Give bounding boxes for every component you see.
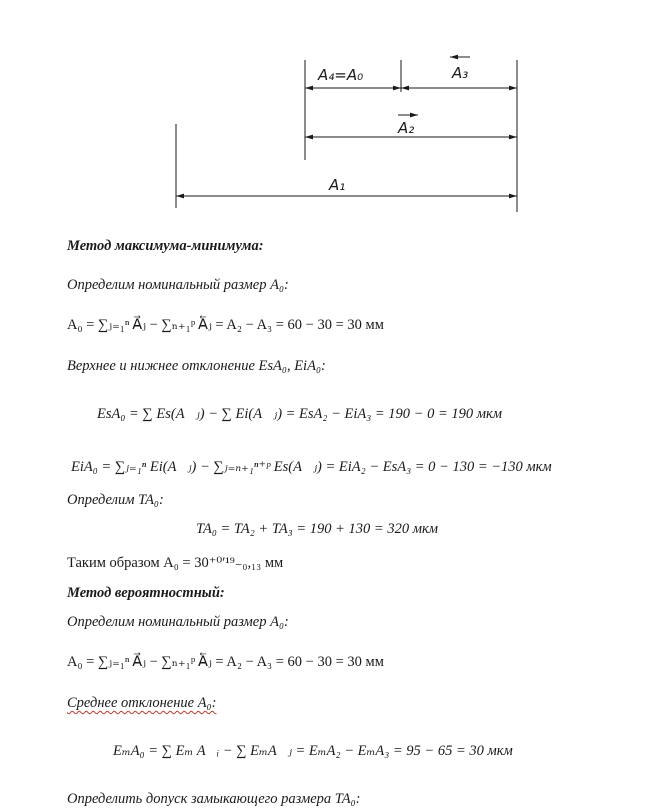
formula-em-a0: EₘA₀ = ∑ Eₘ A⃗ᵢ − ∑ EₘA⃖ⱼ = EₘA₂ − EₘA₃ = 95 − 65 = 30 мкм xyxy=(113,743,513,759)
text-upper-lower-deviation: Верхнее и нижнее отклонение EsA₀, EiA₀: xyxy=(67,358,326,374)
text-determine-ta0: Определим TA₀: xyxy=(67,492,164,508)
formula-es-a0: EsA₀ = ∑ Es(A⃗ⱼ) − ∑ Ei(A⃖ⱼ) = EsA₂ − EiA₃ = 190 − 0 = 190 мкм xyxy=(97,406,503,422)
formula-a0-nominal: A₀ = ∑ⱼ₌₁ⁿ A⃗ⱼ − ∑ₙ₊₁ᵖ A⃖ⱼ = A₂ − A₃ = 60 − 30 = 30 мм xyxy=(67,317,384,333)
text-determine-nominal-2: Определим номинальный размер A₀: xyxy=(67,614,289,630)
heading-probabilistic-method: Метод вероятностный: xyxy=(67,585,225,601)
formula-a0-nominal-2: A₀ = ∑ⱼ₌₁ⁿ A⃗ⱼ − ∑ₙ₊₁ᵖ A⃖ⱼ = A₂ − A₃ = 60 − 30 = 30 мм xyxy=(67,654,384,670)
label-a3: A₃ xyxy=(452,64,469,82)
formula-ei-a0: EiA₀ = ∑ⱼ₌₁ⁿ Ei(A⃗ⱼ) − ∑ⱼ₌ₙ₊₁ⁿ⁺ᵖ Es(A⃖ⱼ) = EiA₂ − EsA₃ = 0 − 130 = −130 мкм xyxy=(71,459,552,475)
text-determine-tolerance: Определить допуск замыкающего размера TA₀: xyxy=(67,791,361,807)
label-a1: A₁ xyxy=(329,176,346,194)
label-a2: A₂ xyxy=(398,119,415,137)
formula-ta0: TA₀ = TA₂ + TA₃ = 190 + 130 = 320 мкм xyxy=(196,521,438,537)
label-a4-eq-a0: A₄=A₀ xyxy=(318,66,364,84)
dimension-chain-diagram xyxy=(0,0,666,230)
text-determine-nominal: Определим номинальный размер A₀: xyxy=(67,277,289,293)
text-mean-deviation: Среднее отклонение A₀: xyxy=(67,695,217,711)
heading-max-min-method: Метод максимума-минимума: xyxy=(67,238,264,254)
text-thus-a0: Таким образом A₀ = 30⁺⁰ʹ¹⁹₋₀,₁₃ мм xyxy=(67,555,284,571)
